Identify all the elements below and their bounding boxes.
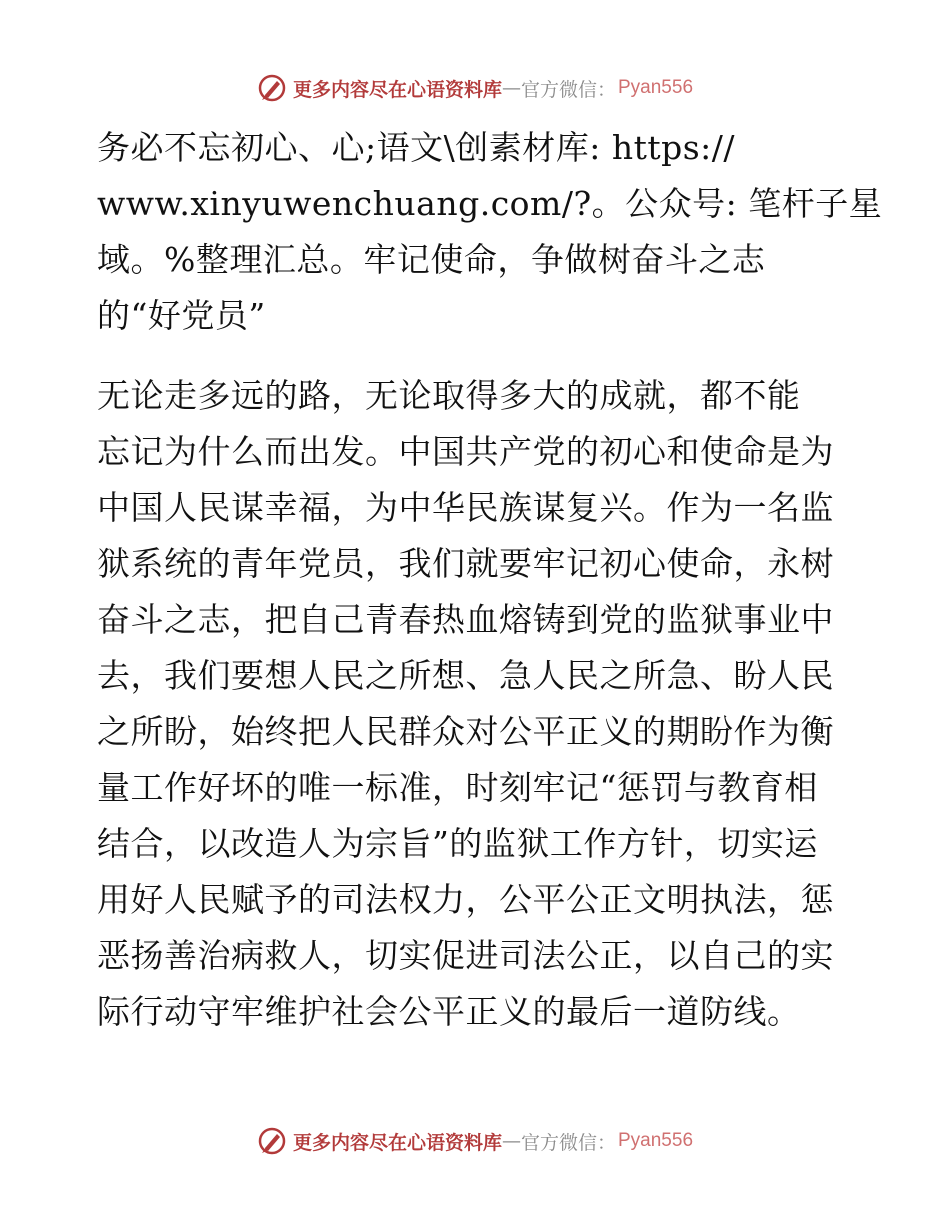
watermark-footer bbox=[0, 1126, 950, 1156]
watermark-wechat-label: 官方微信： bbox=[520, 78, 616, 101]
body-line: 狱系统的青年党员，我们就要牢记初心使命，永树 bbox=[97, 544, 834, 583]
body-line: 恶扬善治病救人，切实促进司法公正，以自己的实 bbox=[97, 936, 834, 975]
body-line: 中国人民谋幸福，为中华民族谋复兴。作为一名监 bbox=[97, 488, 834, 527]
watermark-wechat-id: Pyan556 bbox=[618, 1130, 694, 1151]
watermark-separator: — bbox=[501, 1130, 521, 1152]
body-line: 结合，以改造人为宗旨”的监狱工作方针，切实运 bbox=[97, 824, 818, 863]
body-paragraph bbox=[97, 368, 857, 1040]
body-line: 去，我们要想人民之所想、急人民之所急、盼人民 bbox=[97, 656, 834, 695]
watermark-wechat-id: Pyan556 bbox=[618, 77, 694, 98]
body-line: 奋斗之志，把自己青春热血熔铸到党的监狱事业中 bbox=[97, 600, 834, 639]
watermark-header bbox=[0, 73, 950, 103]
body-line: 无论走多远的路，无论取得多大的成就，都不能 bbox=[97, 376, 801, 415]
watermark-brand: 更多内容尽在心语资料库 bbox=[292, 78, 502, 101]
body-line: 量工作好坏的唯一标准，时刻牢记“惩罚与教育相 bbox=[97, 768, 818, 807]
body-line: 际行动守牢维护社会公平正义的最后一道防线。 bbox=[97, 992, 801, 1031]
body-line: 之所盼，始终把人民群众对公平正义的期盼作为衡 bbox=[97, 712, 834, 751]
intro-paragraph bbox=[97, 120, 883, 344]
watermark-wechat-label: 官方微信： bbox=[520, 1131, 616, 1154]
body-line: 用好人民赋予的司法权力，公平公正文明执法，惩 bbox=[97, 880, 834, 919]
intro-line: 的“好党员” bbox=[97, 296, 266, 335]
pen-logo-icon bbox=[257, 1126, 287, 1156]
watermark-brand: 更多内容尽在心语资料库 bbox=[292, 1131, 502, 1154]
pen-logo-icon bbox=[257, 73, 287, 103]
intro-line: 域。%整理汇总。牢记使命，争做树奋斗之志 bbox=[97, 240, 766, 279]
intro-line: www.xinyuwenchuang.com/?。公众号: 笔杆子星 bbox=[97, 184, 883, 223]
watermark-separator: — bbox=[501, 77, 521, 99]
body-line: 忘记为什么而出发。中国共产党的初心和使命是为 bbox=[97, 432, 834, 471]
intro-line: 务必不忘初心、心;语文\创素材库: https:// bbox=[97, 128, 736, 167]
